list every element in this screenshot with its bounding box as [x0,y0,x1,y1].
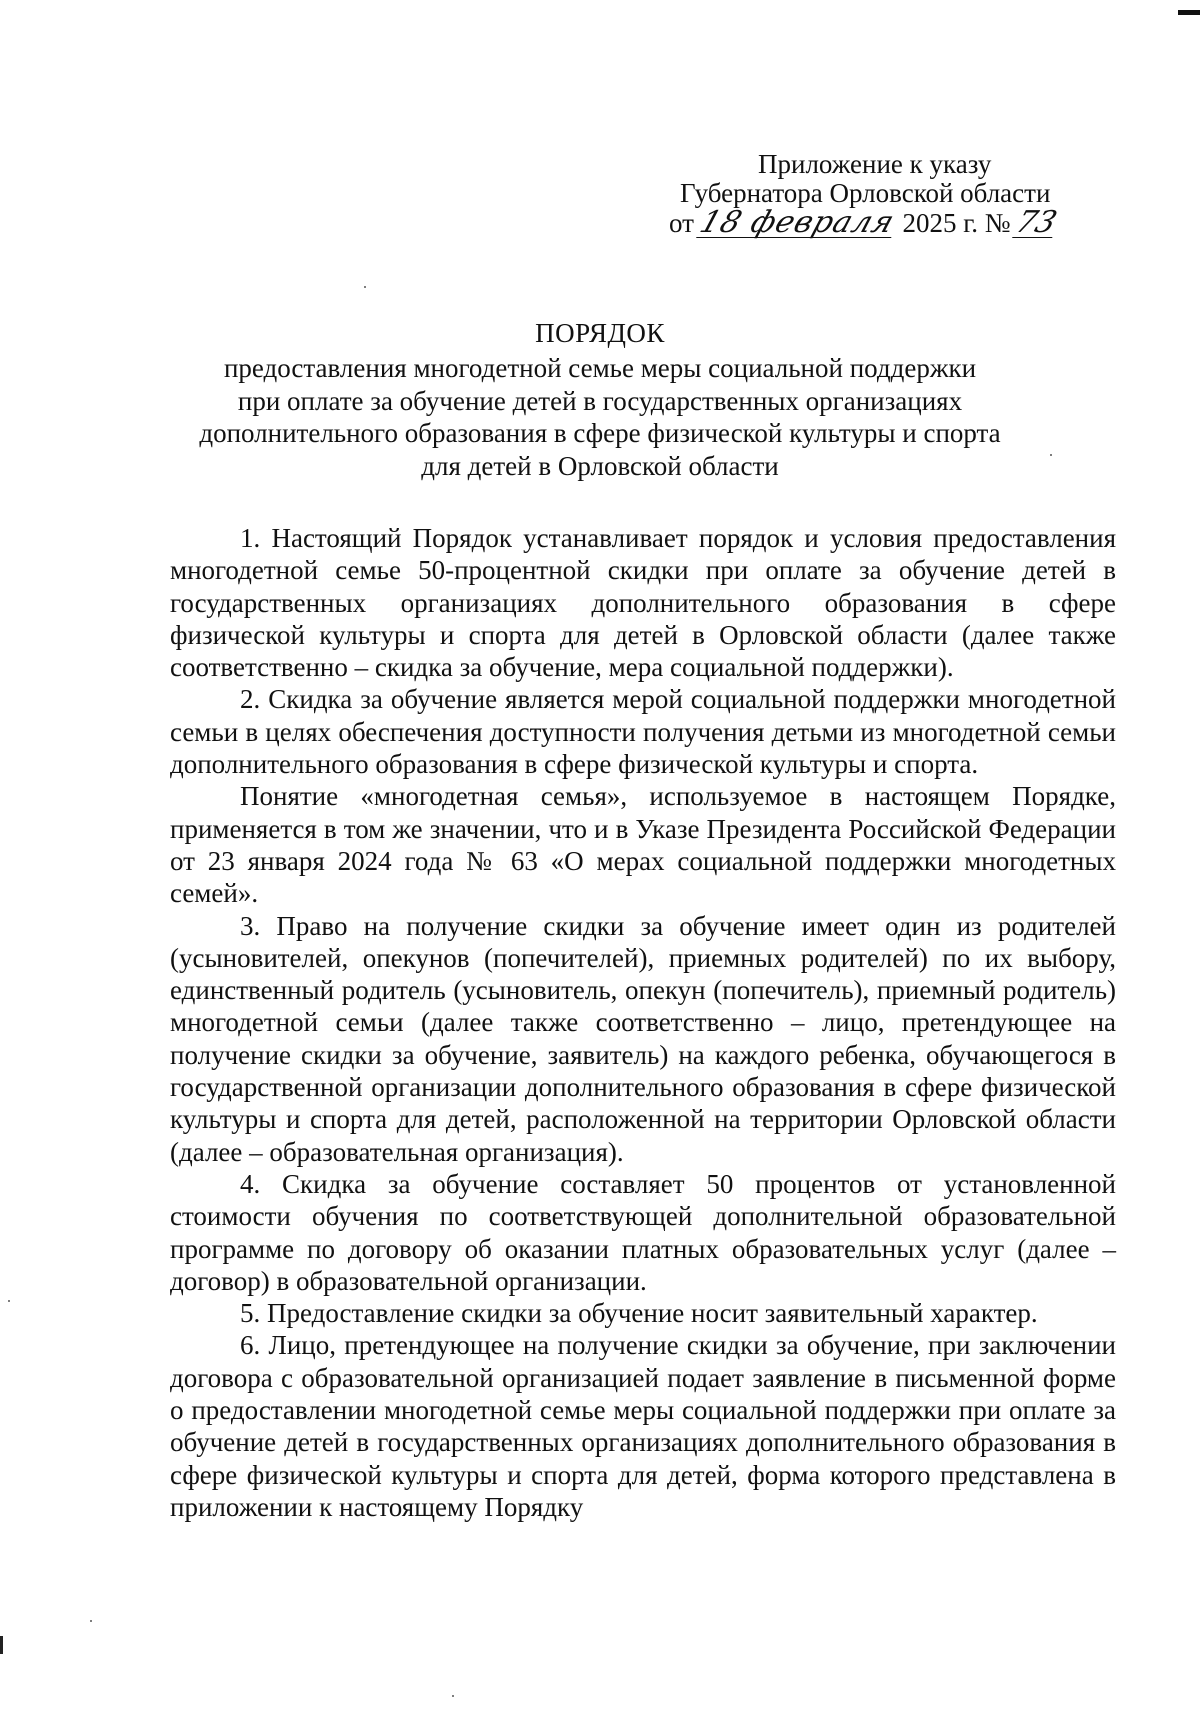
scan-speck [452,1695,454,1697]
title-block [160,318,1040,482]
subtitle-line: для детей в Орловской области [421,450,779,481]
scan-corner-mark [1178,10,1200,15]
appendix-issuer: Губернатора Орловской области [680,178,1051,208]
scan-speck [1050,454,1052,456]
appendix-line-3 [640,205,1080,240]
paragraph-3: 3. Право на получение скидки за обучение имеет один из родителей (усыновителей, опекунов (попечителей), приемных родителей) по их выбору, единственный родитель (усыновитель, опекун (попечитель), приемный родитель) многодетной семьи (далее также соответственно – лицо, претендующее на получение скидки за обучение, заявитель) на каждого ребенка, обучающегося в государственной организации дополнительного образования в сфере физической культуры и спорта для детей, расположенной на территории Орловской области (далее – образовательная организация). [170,910,1116,1167]
scan-speck [8,1300,10,1302]
appendix-reference [640,150,1080,238]
paragraph-5: 5. Предоставление скидки за обучение носит заявительный характер. [240,1298,1038,1329]
paragraph-4: 4. Скидка за обучение составляет 50 процентов от установленной стоимости обучения по соответствующей дополнительной образовательной программе по договору об оказании платных образовательных услуг (далее – договор) в образовательной организации. [170,1168,1116,1296]
paragraph-definition: Понятие «многодетная семья», используемое в настоящем Порядке, применяется в том же значении, что и в Указе Президента Российской Федерации от 23 января 2024 года № 63 «О мерах социальной поддержки многодетных семей». [170,781,1116,909]
paragraph-6: 6. Лицо, претендующее на получение скидки за обучение, при заключении договора с образовательной организацией подает заявление в письменной форме о предоставлении многодетной семье меры социальной поддержки при оплате за обучение детей в государственных организациях дополнительного образования в сфере физической культуры и спорта для детей, форма которого представлена в приложении к настоящему Порядку [170,1330,1116,1522]
scan-speck [90,1620,92,1622]
document-subtitle [160,352,1040,482]
document-body [170,522,1116,1523]
paragraph-1: 1. Настоящий Порядок устанавливает порядок и условия предоставления многодетной семье 50-процентной скидки при оплате за обучение детей в государственных организациях дополнительного образования в сфере физической культуры и спорта для детей в Орловской области (далее также соответственно – скидка за обучение, мера социальной поддержки). [170,523,1116,683]
subtitle-line: дополнительного образования в сфере физической культуры и спорта [199,418,1001,448]
paragraph-2: 2. Скидка за обучение является мерой социальной поддержки многодетной семьи в целях обеспечения доступности получения детьми из многодетной семьи дополнительного образования в сфере физической культуры и спорта. [170,684,1116,780]
subtitle-line: при оплате за обучение детей в государственных организациях [237,385,963,416]
scan-edge-mark [0,1636,3,1654]
date-prefix: от [669,208,694,238]
handwritten-date: 18 февраля [695,205,900,240]
scan-speck [364,286,366,288]
appendix-line-2 [640,179,1080,208]
document-title: ПОРЯДОК [535,318,665,348]
handwritten-number: 73 [1011,205,1062,240]
appendix-line-1: Приложение к указу [758,149,992,179]
year-and-number-label: 2025 г. № [902,208,1011,238]
subtitle-line: предоставления многодетной семье меры социальной поддержки [223,353,977,383]
